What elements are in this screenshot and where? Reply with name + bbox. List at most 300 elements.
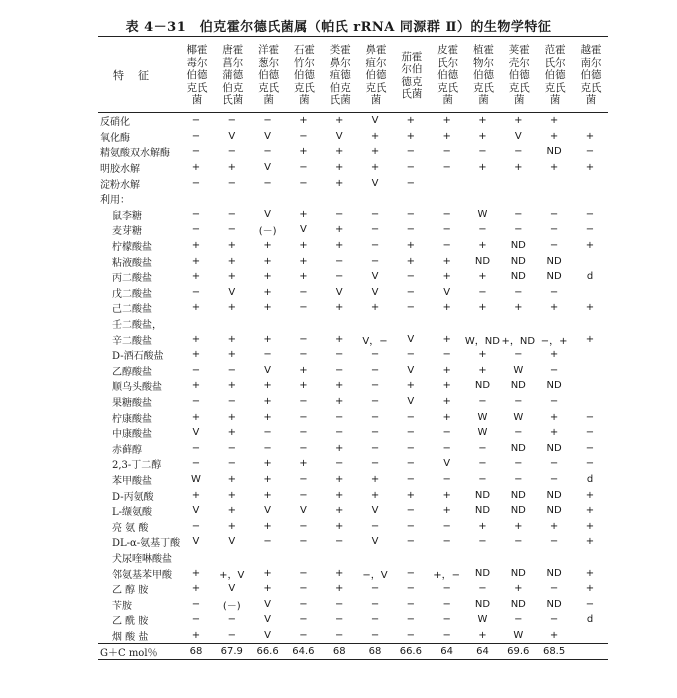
- table-cell: +: [299, 115, 308, 127]
- table-cell: −: [514, 224, 523, 236]
- table-cell: −: [227, 115, 236, 127]
- table-cell: V: [192, 536, 200, 548]
- table-row: [98, 160, 608, 176]
- table-cell: [286, 550, 322, 566]
- table-cell: +: [406, 255, 416, 267]
- gc-row-label: G＋C mol％: [98, 644, 178, 660]
- row-label: L-缬氨酸: [112, 507, 153, 519]
- table-cell: d: [586, 614, 594, 626]
- table-cell: +: [227, 349, 236, 361]
- table-cell: V: [371, 286, 379, 298]
- table-row: [98, 331, 608, 347]
- table-cell: +: [585, 130, 595, 142]
- table-cell: +: [263, 271, 272, 283]
- table-cell: V: [371, 505, 379, 517]
- table-cell: +: [478, 349, 487, 361]
- table-cell: +: [335, 177, 344, 189]
- table-cell: −: [335, 255, 344, 267]
- table-cell: −: [549, 286, 559, 298]
- row-label: 明胶水解: [100, 164, 140, 176]
- table-cell: [500, 316, 536, 332]
- table-cell: W: [191, 473, 201, 485]
- table-cell: −: [549, 458, 559, 470]
- table-cell: +: [478, 130, 487, 142]
- table-cell: −: [406, 411, 416, 423]
- table-cell: −: [299, 162, 308, 174]
- gc-value: 66.6: [393, 644, 429, 660]
- table-cell: [321, 550, 357, 566]
- row-label: 亮 氨 酸: [112, 522, 149, 534]
- table-cell: V: [228, 286, 236, 298]
- table-cell: −: [514, 146, 523, 158]
- table-cell: W: [477, 614, 488, 626]
- table-cell: −: [299, 427, 308, 439]
- table-cell: +: [335, 380, 344, 392]
- table-cell: [572, 394, 608, 410]
- table-cell: −: [227, 458, 236, 470]
- table-cell: +: [263, 395, 272, 407]
- feature-column-header: 特征: [98, 37, 178, 113]
- table-cell: +: [191, 333, 201, 345]
- table-cell: −: [370, 629, 380, 641]
- table-cell: +: [263, 380, 272, 392]
- table-cell: [286, 316, 322, 332]
- table-cell: [178, 550, 214, 566]
- table-row: [98, 316, 608, 332]
- table-cell: −: [299, 286, 308, 298]
- table-cell: [500, 175, 536, 191]
- table-cell: −: [406, 427, 416, 439]
- table-cell: +: [299, 146, 308, 158]
- table-cell: [429, 316, 465, 332]
- table-cell: ND: [510, 240, 526, 252]
- table-cell: −: [406, 505, 416, 517]
- table-cell: −: [191, 177, 201, 189]
- table-cell: −: [335, 536, 344, 548]
- table-cell: −: [227, 177, 236, 189]
- table-cell: −: [335, 411, 344, 423]
- table-cell: +: [442, 380, 451, 392]
- table-cell: +: [478, 302, 487, 314]
- table-cell: −: [370, 349, 380, 361]
- table-cell: −: [442, 614, 451, 626]
- table-cell: [572, 363, 608, 379]
- table-cell: −: [585, 442, 595, 454]
- table-cell: +: [227, 411, 236, 423]
- table-cell: −: [478, 286, 487, 298]
- table-cell: +: [335, 395, 344, 407]
- table-cell: +: [442, 302, 451, 314]
- table-cell: +: [549, 162, 559, 174]
- table-cell: V: [371, 177, 379, 189]
- table-cell: +: [335, 473, 344, 485]
- table-cell: −: [335, 427, 344, 439]
- table-cell: −: [514, 614, 523, 626]
- table-cell: V: [264, 208, 272, 220]
- table-cell: +: [442, 115, 451, 127]
- table-cell: −: [299, 520, 308, 532]
- table-cell: [465, 316, 501, 332]
- table-cell: +: [442, 130, 451, 142]
- table-cell: V: [407, 364, 415, 376]
- table-cell: −: [442, 442, 451, 454]
- table-cell: +: [549, 115, 559, 127]
- table-row: [98, 518, 608, 534]
- table-cell: +: [585, 536, 595, 548]
- table-cell: V，−: [362, 335, 388, 347]
- row-label: 麦芽糖: [112, 226, 142, 238]
- table-cell: [357, 316, 393, 332]
- table-cell: +: [335, 583, 344, 595]
- table-row: [98, 207, 608, 223]
- table-cell: +: [514, 583, 523, 595]
- gc-value: 64: [429, 644, 465, 660]
- table-cell: +: [478, 629, 487, 641]
- table-cell: −: [191, 146, 201, 158]
- table-cell: +: [227, 427, 236, 439]
- table-cell: +: [549, 411, 559, 423]
- table-cell: −: [299, 583, 308, 595]
- table-cell: +: [191, 380, 201, 392]
- table-cell: −: [406, 536, 416, 548]
- table-row: [98, 596, 608, 612]
- table-cell: −: [299, 333, 308, 345]
- table-cell: −: [191, 442, 201, 454]
- table-cell: +: [585, 520, 595, 532]
- table-cell: +: [442, 505, 451, 517]
- table-cell: −: [191, 520, 201, 532]
- table-cell: −: [263, 177, 272, 189]
- table-cell: V: [299, 224, 307, 236]
- table-cell: +: [335, 224, 344, 236]
- table-cell: ND: [546, 567, 562, 579]
- table-cell: −: [370, 614, 380, 626]
- table-cell: −: [370, 598, 380, 610]
- table-cell: [572, 113, 608, 129]
- table-cell: V: [335, 130, 343, 142]
- table-row: [98, 191, 608, 207]
- table-cell: +: [370, 146, 380, 158]
- table-cell: [572, 347, 608, 363]
- table-cell: +: [227, 333, 236, 345]
- table-cell: −: [478, 458, 487, 470]
- table-cell: [465, 175, 501, 191]
- species-column-header: 唐霍菖尔蒲德伯克氏菌: [214, 37, 250, 113]
- table-cell: −: [370, 380, 380, 392]
- table-cell: −: [549, 208, 559, 220]
- table-cell: −: [335, 364, 344, 376]
- table-cell: −: [585, 458, 595, 470]
- table-cell: +: [227, 505, 236, 517]
- gc-value: 68: [321, 644, 357, 660]
- table-cell: [214, 550, 250, 566]
- table-cell: −: [514, 208, 523, 220]
- table-cell: −: [442, 162, 451, 174]
- table-cell: +: [335, 520, 344, 532]
- table-cell: +: [585, 240, 595, 252]
- table-cell: [465, 550, 501, 566]
- table-cell: −，V: [362, 569, 388, 581]
- table-cell: +: [585, 302, 595, 314]
- table-cell: +: [442, 411, 451, 423]
- table-cell: +: [514, 115, 523, 127]
- gc-value: 66.6: [250, 644, 286, 660]
- row-label: 丙二酸盐: [112, 273, 152, 285]
- table-row: [98, 144, 608, 160]
- table-cell: −: [370, 583, 380, 595]
- table-cell: −: [227, 395, 236, 407]
- table-cell: +: [299, 380, 308, 392]
- table-row: [98, 550, 608, 566]
- table-row: [98, 487, 608, 503]
- table-cell: +: [335, 489, 344, 501]
- table-cell: −: [370, 240, 380, 252]
- characteristics-table: [98, 36, 608, 660]
- table-cell: W，ND: [464, 335, 500, 347]
- gc-value: 68.5: [536, 644, 572, 660]
- table-cell: −: [370, 255, 380, 267]
- row-label: DL-α-氨基丁酸: [112, 538, 181, 550]
- table-cell: −: [335, 458, 344, 470]
- table-cell: V: [443, 286, 451, 298]
- table-cell: −: [227, 629, 236, 641]
- table-cell: −: [370, 411, 380, 423]
- table-cell: ND: [510, 380, 526, 392]
- table-cell: +: [370, 130, 380, 142]
- table-cell: +: [335, 146, 344, 158]
- table-cell: +: [335, 302, 344, 314]
- table-cell: +: [227, 473, 236, 485]
- table-cell: −: [478, 224, 487, 236]
- table-cell: −: [299, 349, 308, 361]
- table-cell: [178, 316, 214, 332]
- table-cell: [572, 316, 608, 332]
- table-cell: −: [299, 536, 308, 548]
- table-cell: [250, 550, 286, 566]
- row-label: 乙 醇 胺: [112, 585, 149, 597]
- table-cell: −: [299, 614, 308, 626]
- table-row: [98, 269, 608, 285]
- table-cell: −: [549, 395, 559, 407]
- gc-value: [572, 644, 608, 660]
- row-label: 顺乌头酸盐: [112, 382, 162, 394]
- table-cell: +: [478, 520, 487, 532]
- table-cell: +: [191, 240, 201, 252]
- table-cell: −: [442, 536, 451, 548]
- table-cell: +: [478, 364, 487, 376]
- table-cell: −: [191, 395, 201, 407]
- row-label: 邻氨基苯甲酸: [112, 569, 172, 581]
- table-cell: +: [299, 364, 308, 376]
- table-cell: d: [586, 271, 594, 283]
- table-cell: −: [406, 208, 416, 220]
- table-cell: −: [442, 224, 451, 236]
- table-cell: −: [299, 442, 308, 454]
- table-cell: V: [228, 583, 236, 595]
- species-column-header: 植霍物尔伯德克氏菌: [465, 37, 501, 113]
- table-cell: V: [192, 427, 200, 439]
- table-cell: +: [191, 255, 201, 267]
- table-cell: −: [478, 473, 487, 485]
- table-cell: +: [442, 364, 451, 376]
- table-cell: −: [514, 473, 523, 485]
- table-cell: +: [549, 130, 559, 142]
- table-cell: +: [263, 302, 272, 314]
- table-cell: +: [514, 302, 523, 314]
- species-column-header: 范霍氏尔伯德克氏菌: [536, 37, 572, 113]
- table-cell: V: [407, 333, 415, 345]
- table-cell: [572, 628, 608, 644]
- row-label: 烟 酸 盐: [112, 631, 149, 643]
- table-cell: +: [227, 380, 236, 392]
- row-label: 精氨酸双水解酶: [100, 148, 170, 160]
- table-cell: +: [191, 271, 201, 283]
- table-cell: d: [586, 473, 594, 485]
- table-cell: +: [335, 162, 344, 174]
- table-cell: +: [585, 505, 595, 517]
- table-row: [98, 253, 608, 269]
- table-cell: [429, 191, 465, 207]
- table-cell: +: [191, 162, 201, 174]
- table-cell: [500, 191, 536, 207]
- table-row: [98, 378, 608, 394]
- table-cell: −: [514, 349, 523, 361]
- table-cell: V: [264, 364, 272, 376]
- table-row: [98, 394, 608, 410]
- table-cell: +: [227, 271, 236, 283]
- row-label: 犬尿喹啉酸盐: [112, 553, 172, 565]
- table-cell: +: [478, 271, 487, 283]
- table-cell: +: [442, 333, 451, 345]
- table-cell: +: [585, 333, 595, 345]
- table-cell: −: [227, 614, 236, 626]
- table-title: 表 4－31 伯克霍尔德氏菌属（帕氏 rRNA 同源群 Ⅱ）的生物学特征: [125, 20, 552, 35]
- species-column-header: 类霍鼻尔疽德伯克氏菌: [321, 37, 357, 113]
- table-row: [98, 456, 608, 472]
- table-cell: −: [406, 567, 416, 579]
- table-cell: +: [585, 162, 595, 174]
- table-cell: −: [227, 442, 236, 454]
- row-label: 2,3-丁二醇: [112, 460, 162, 472]
- row-label: 赤藓醇: [112, 444, 142, 456]
- table-cell: +: [263, 333, 272, 345]
- table-cell: [250, 316, 286, 332]
- gc-value: 64: [465, 644, 501, 660]
- table-cell: −: [370, 427, 380, 439]
- table-cell: [214, 191, 250, 207]
- table-cell: −: [442, 583, 451, 595]
- table-cell: W: [513, 411, 524, 423]
- row-label: 戊二酸盐: [112, 288, 152, 300]
- table-cell: ND: [474, 380, 491, 392]
- table-cell: −: [549, 224, 559, 236]
- table-cell: [572, 378, 608, 394]
- table-cell: −: [299, 411, 308, 423]
- table-cell: −: [299, 395, 308, 407]
- gc-value: 64.6: [286, 644, 322, 660]
- table-cell: −: [585, 208, 595, 220]
- table-cell: [429, 175, 465, 191]
- table-cell: V: [371, 271, 379, 283]
- row-label: 粘液酸盐: [112, 257, 152, 269]
- table-cell: ND: [510, 489, 526, 501]
- table-cell: +: [227, 520, 236, 532]
- table-row: [98, 238, 608, 254]
- table-row: [98, 300, 608, 316]
- table-row: [98, 612, 608, 628]
- table-cell: −: [406, 302, 416, 314]
- table-cell: −: [335, 598, 344, 610]
- table-cell: −: [191, 458, 201, 470]
- table-cell: −: [263, 536, 272, 548]
- table-cell: +: [585, 489, 595, 501]
- table-cell: −，+: [540, 335, 568, 347]
- table-cell: [178, 191, 214, 207]
- table-cell: V: [514, 130, 522, 142]
- table-cell: [572, 175, 608, 191]
- row-label: D-酒石酸盐: [112, 351, 164, 363]
- table-cell: +: [299, 240, 308, 252]
- table-cell: +: [191, 567, 201, 579]
- table-cell: [286, 191, 322, 207]
- row-label: 己二酸盐: [112, 304, 152, 316]
- table-cell: −: [549, 364, 559, 376]
- table-cell: V: [264, 162, 272, 174]
- table-row: [98, 129, 608, 145]
- table-row: [98, 425, 608, 441]
- table-cell: +: [514, 162, 523, 174]
- table-cell: V: [264, 130, 272, 142]
- table-cell: ND: [510, 271, 526, 283]
- table-row: [98, 175, 608, 191]
- table-cell: +: [191, 629, 201, 641]
- row-label: 鼠李糖: [112, 210, 142, 222]
- table-cell: −: [299, 473, 308, 485]
- table-cell: +: [478, 115, 487, 127]
- species-column-header: 荚霍壳尔伯德克氏菌: [500, 37, 536, 113]
- table-cell: +: [370, 302, 380, 314]
- gc-value: 67.9: [214, 644, 250, 660]
- table-cell: +: [263, 240, 272, 252]
- row-label: 柠康酸盐: [112, 413, 152, 425]
- table-cell: −: [406, 598, 416, 610]
- table-row: [98, 534, 608, 550]
- table-cell: −: [549, 583, 559, 595]
- table-cell: V: [228, 130, 236, 142]
- table-row: [98, 472, 608, 488]
- row-label: D-丙氨酸: [112, 491, 154, 503]
- table-cell: ND: [474, 505, 491, 517]
- table-cell: +: [191, 489, 201, 501]
- table-cell: −: [191, 614, 201, 626]
- table-cell: −: [370, 520, 380, 532]
- table-cell: −: [263, 442, 272, 454]
- table-cell: ND: [510, 567, 526, 579]
- table-cell: ND: [510, 598, 526, 610]
- table-cell: +: [191, 302, 201, 314]
- table-cell: ND: [510, 442, 526, 454]
- table-cell: +: [406, 130, 416, 142]
- table-cell: −: [442, 146, 451, 158]
- table-cell: ND: [510, 505, 526, 517]
- row-label: 苯甲酸盐: [112, 475, 152, 487]
- row-label: 反硝化: [100, 117, 130, 129]
- table-cell: +: [191, 411, 201, 423]
- row-label: 中康酸盐: [112, 429, 152, 441]
- species-column-header: 石霍竹尔伯德克氏菌: [286, 37, 322, 113]
- table-cell: −: [478, 442, 487, 454]
- table-cell: −: [335, 271, 344, 283]
